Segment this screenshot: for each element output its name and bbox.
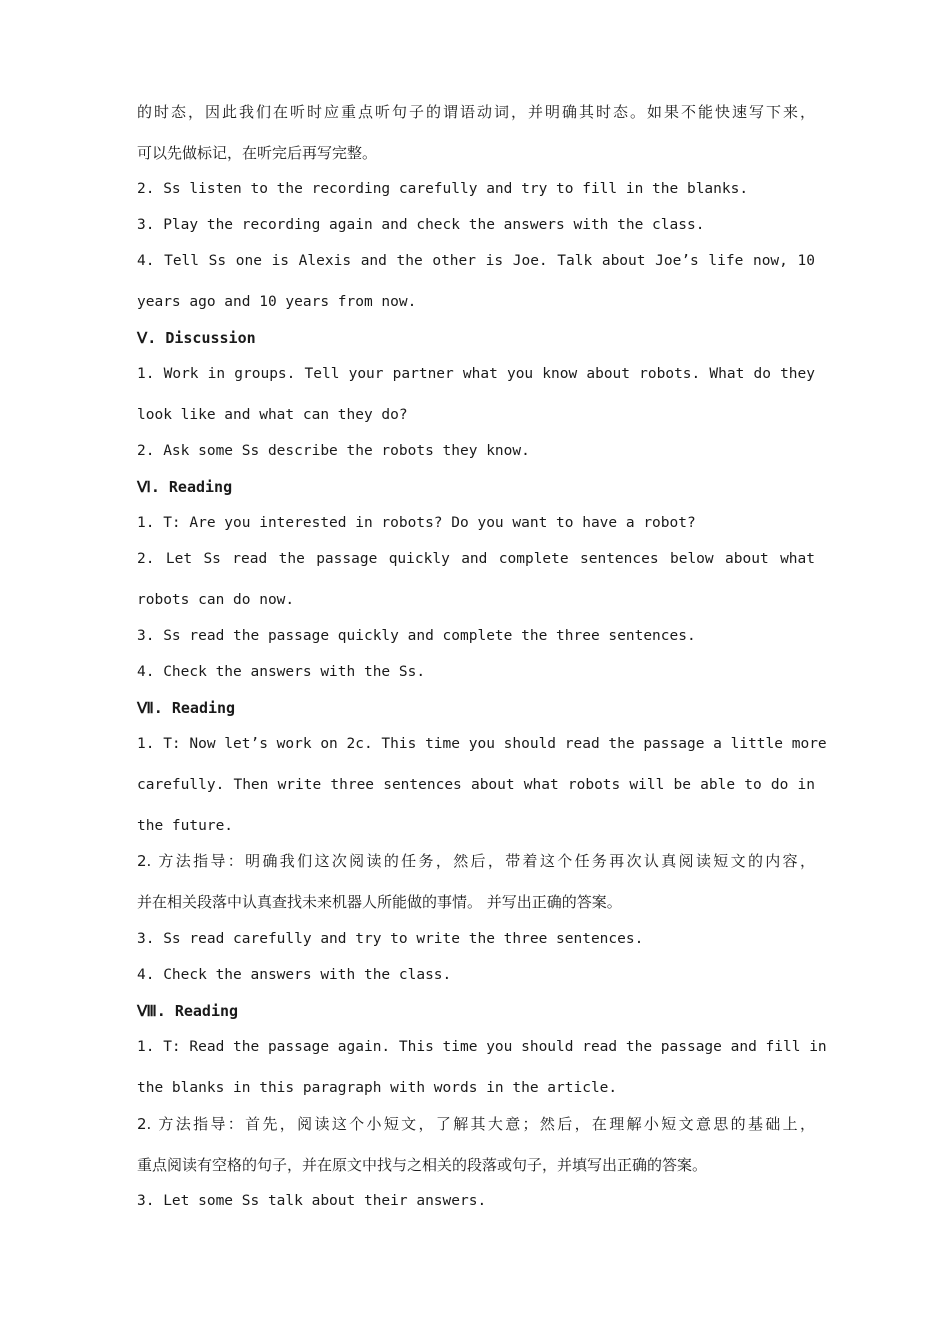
paragraph-line: the blanks in this paragraph with words in the article. <box>137 1080 618 1096</box>
paragraph-line: 3. Ss read the passage quickly and complete the three sentences. <box>137 628 696 644</box>
paragraph-line: 2. 方法指导：明确我们这次阅读的任务，然后，带着这个任务再次认真阅读短文的内容， <box>137 852 815 870</box>
paragraph-line: 2. 方法指导：首先，阅读这个小短文，了解其大意；然后，在理解小短文意思的基础上， <box>137 1115 815 1133</box>
paragraph-line: 1. T: Now let’s work on 2c. This time you should read the passage a little more <box>137 736 827 752</box>
section-heading-reading-8: Ⅷ. Reading <box>137 1002 239 1020</box>
paragraph-line: 并在相关段落中认真查找未来机器人所能做的事情。 并写出正确的答案。 <box>137 893 622 911</box>
paragraph-line: years ago and 10 years from now. <box>137 294 417 310</box>
paragraph-line: 4. Check the answers with the Ss. <box>137 664 426 680</box>
paragraph-line: 2. Ask some Ss describe the robots they know. <box>137 443 530 459</box>
paragraph-line: 4. Check the answers with the class. <box>137 967 452 983</box>
paragraph-line: 3. Play the recording again and check the answers with the class. <box>137 217 705 233</box>
paragraph-line: look like and what can they do? <box>137 407 408 423</box>
paragraph-line: the future. <box>137 818 234 834</box>
section-heading-discussion: Ⅴ. Discussion <box>137 329 256 347</box>
paragraph-line: 可以先做标记，在听完后再写完整。 <box>137 144 378 162</box>
paragraph-line: 1. T: Read the passage again. This time you should read the passage and fill in <box>137 1039 827 1055</box>
paragraph-line: carefully. Then write three sentences about what robots will be able to do in <box>137 777 815 793</box>
paragraph-line: robots can do now. <box>137 592 295 608</box>
paragraph-line: 重点阅读有空格的句子，并在原文中找与之相关的段落或句子，并填写出正确的答案。 <box>137 1156 708 1174</box>
section-heading-reading-6: Ⅵ. Reading <box>137 478 233 496</box>
paragraph-line: 的时态，因此我们在听时应重点听句子的谓语动词，并明确其时态。如果不能快速写下来， <box>137 103 815 121</box>
section-heading-reading-7: Ⅶ. Reading <box>137 699 236 717</box>
paragraph-line: 1. Work in groups. Tell your partner what you know about robots. What do they <box>137 366 815 382</box>
paragraph-line: 1. T: Are you interested in robots? Do you want to have a robot? <box>137 515 696 531</box>
paragraph-line: 3. Ss read carefully and try to write the three sentences. <box>137 931 644 947</box>
paragraph-line: 4. Tell Ss one is Alexis and the other is Joe. Talk about Joe’s life now, 10 <box>137 253 815 269</box>
paragraph-line: 3. Let some Ss talk about their answers. <box>137 1193 487 1209</box>
paragraph-line: 2. Ss listen to the recording carefully and try to fill in the blanks. <box>137 181 749 197</box>
paragraph-line: 2. Let Ss read the passage quickly and complete sentences below about what <box>137 551 815 567</box>
